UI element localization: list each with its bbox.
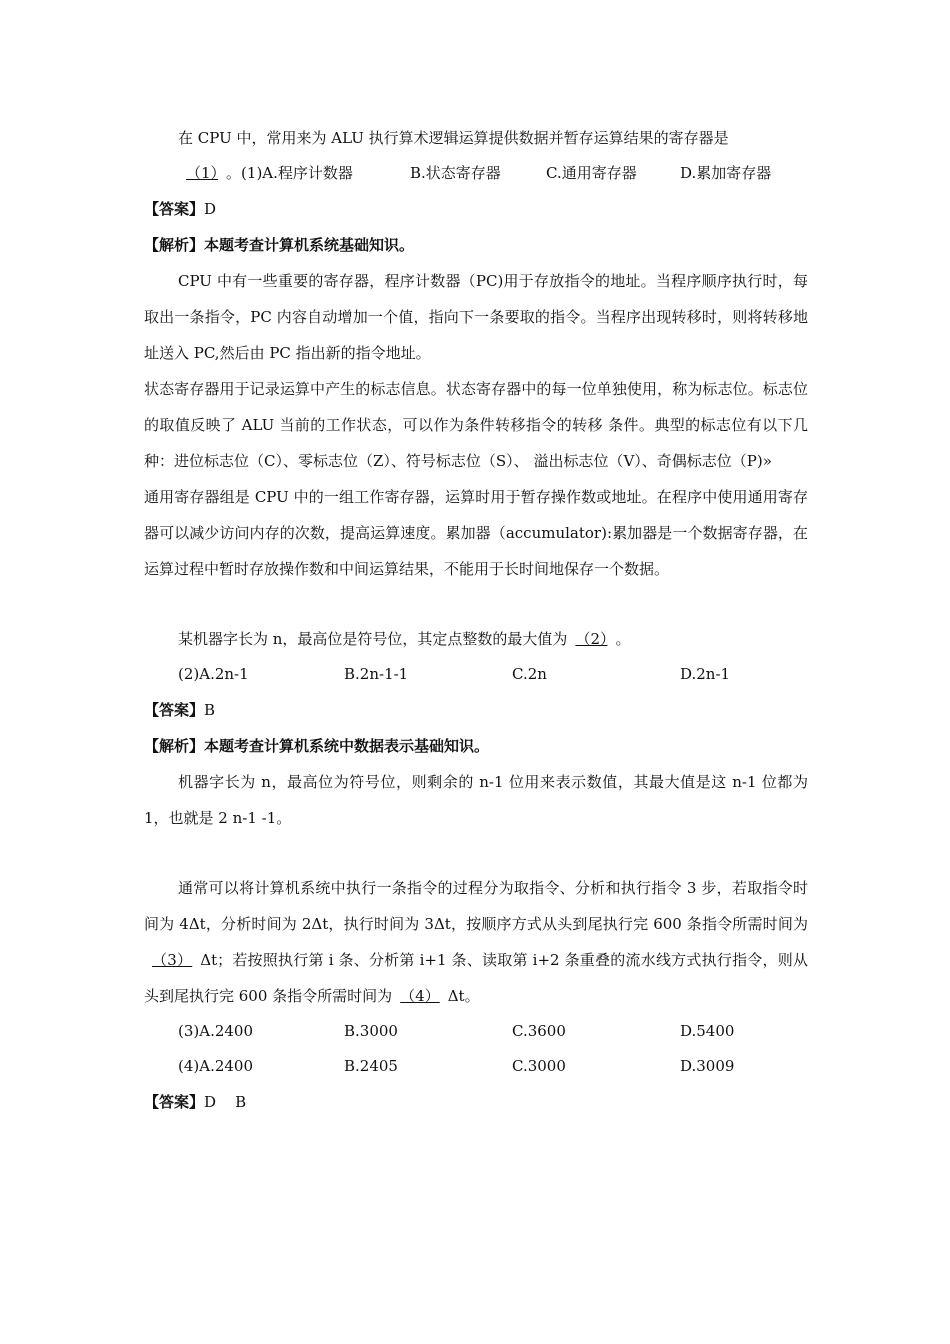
q2-stem-end: 。 — [615, 630, 631, 648]
q2-option-b: B.2n-1-1 — [344, 665, 409, 683]
q4-option-a: (4)A.2400 — [178, 1057, 254, 1075]
q2-blank: （2） — [575, 630, 608, 648]
q3-stem-text-a: 通常可以将计算机系统中执行一条指令的过程分为取指令、分析和执行指令 3 步，若取指令时间为 4Δt，分析时间为 2Δt，执行时间为 3Δt，按顺序方式从头到尾执行完 600 条指令所需时间为 — [144, 879, 808, 933]
q2-option-a: (2)A.2n-1 — [178, 665, 249, 683]
q4-option-d: D.3009 — [680, 1057, 735, 1075]
q1-option-d: D.累加寄存器 — [680, 164, 772, 182]
q2-stem-text: 某机器字长为 n，最高位是符号位，其定点整数的最大值为 — [178, 630, 568, 648]
q1-analysis-para1: CPU 中有一些重要的寄存器，程序计数器（PC)用于存放指令的地址。当程序顺序执行时，每取出一条指令，PC 内容自动增加一个值，指向下一条要取的指令。当程序出现转移时，则将转移地址送入 PC,然后由 PC 指出新的指令地址。 — [144, 272, 808, 362]
q1-analysis-heading — [144, 227, 808, 263]
q4-options-row4 — [144, 1049, 808, 1084]
answer-label: 【答案】 — [144, 701, 205, 719]
q1-analysis-para3: 通用寄存器组是 CPU 中的一组工作寄存器，运算时用于暂存操作数或地址。在程序中使用通用寄存器可以减少访问内存的次数，提高运算速度。累加器（accumulator):累加器是一个数据寄存器，在运算过程中暂时存放操作数和中间运算结果，不能用于长时间地保存一个数据。 — [144, 488, 808, 578]
q1-stem-text: 在 CPU 中，常用来为 ALU 执行算术逻辑运算提供数据并暂存运算结果的寄存器是 — [178, 129, 729, 147]
q2-answer — [144, 692, 808, 728]
answer-value: B — [204, 701, 216, 719]
q3-blank-3: （3） — [152, 951, 193, 969]
analysis-label: 【解析】 — [144, 737, 205, 755]
q3-option-b: B.3000 — [344, 1022, 398, 1040]
q2-analysis-para1: 机器字长为 n，最高位为符号位，则剩余的 n-1 位用来表示数值，其最大值是这 n-1 位都为 1，也就是 2 n-1 -1。 — [144, 773, 808, 827]
q1-option-c: C.通用寄存器 — [546, 164, 637, 182]
q2-stem — [144, 621, 808, 657]
q2-option-c: C.2n — [512, 665, 547, 683]
q1-option-a: 。(1)A.程序计数器 — [226, 164, 353, 182]
q1-analysis-para2: 状态寄存器用于记录运算中产生的标志信息。状态寄存器中的每一位单独使用，称为标志位。标志位的取值反映了 ALU 当前的工作状态，可以作为条件转移指令的转移 条件。典型的标志位有以下几种：进位标志位（C）、零标志位（Z）、符号标志位（S）、 溢出标志位（V）、奇偶标志位（P)» — [144, 380, 808, 470]
q4-option-b: B.2405 — [344, 1057, 398, 1075]
answer-value: D — [204, 200, 217, 218]
q1-option-b: B.状态寄存器 — [410, 164, 501, 182]
answer-label: 【答案】 — [144, 1093, 205, 1111]
q2-options — [144, 657, 808, 692]
q3-options-row3 — [144, 1014, 808, 1049]
q3-option-a: (3)A.2400 — [178, 1022, 254, 1040]
q2-analysis-heading — [144, 728, 808, 764]
q3-option-c: C.3600 — [512, 1022, 566, 1040]
answer-label: 【答案】 — [144, 200, 205, 218]
analysis-label: 【解析】 — [144, 236, 205, 254]
answer-value: D B — [204, 1093, 247, 1111]
q1-options — [144, 156, 808, 191]
q3-stem — [144, 870, 808, 1014]
spacer — [144, 587, 808, 621]
q1-answer — [144, 191, 808, 227]
q1-blank: （1） — [186, 164, 219, 182]
q3-blank-4: （4） — [400, 987, 440, 1005]
q1-stem-line1 — [144, 120, 808, 156]
q3-stem-text-c: Δt。 — [447, 987, 480, 1005]
q2-option-d: D.2n-1 — [680, 665, 731, 683]
q3-option-d: D.5400 — [680, 1022, 735, 1040]
document-body — [144, 120, 808, 1120]
spacer — [144, 836, 808, 870]
q3-answer — [144, 1084, 808, 1120]
analysis-title: 本题考查计算机系统基础知识。 — [204, 236, 415, 254]
analysis-title: 本题考查计算机系统中数据表示基础知识。 — [204, 737, 490, 755]
q4-option-c: C.3000 — [512, 1057, 566, 1075]
q3-stem-text-b: Δt；若按照执行第 i 条、分析第 i+1 条、读取第 i+2 条重叠的流水线方式执行指令，则从头到尾执行完 600 条指令所需时间为 — [144, 951, 808, 1005]
